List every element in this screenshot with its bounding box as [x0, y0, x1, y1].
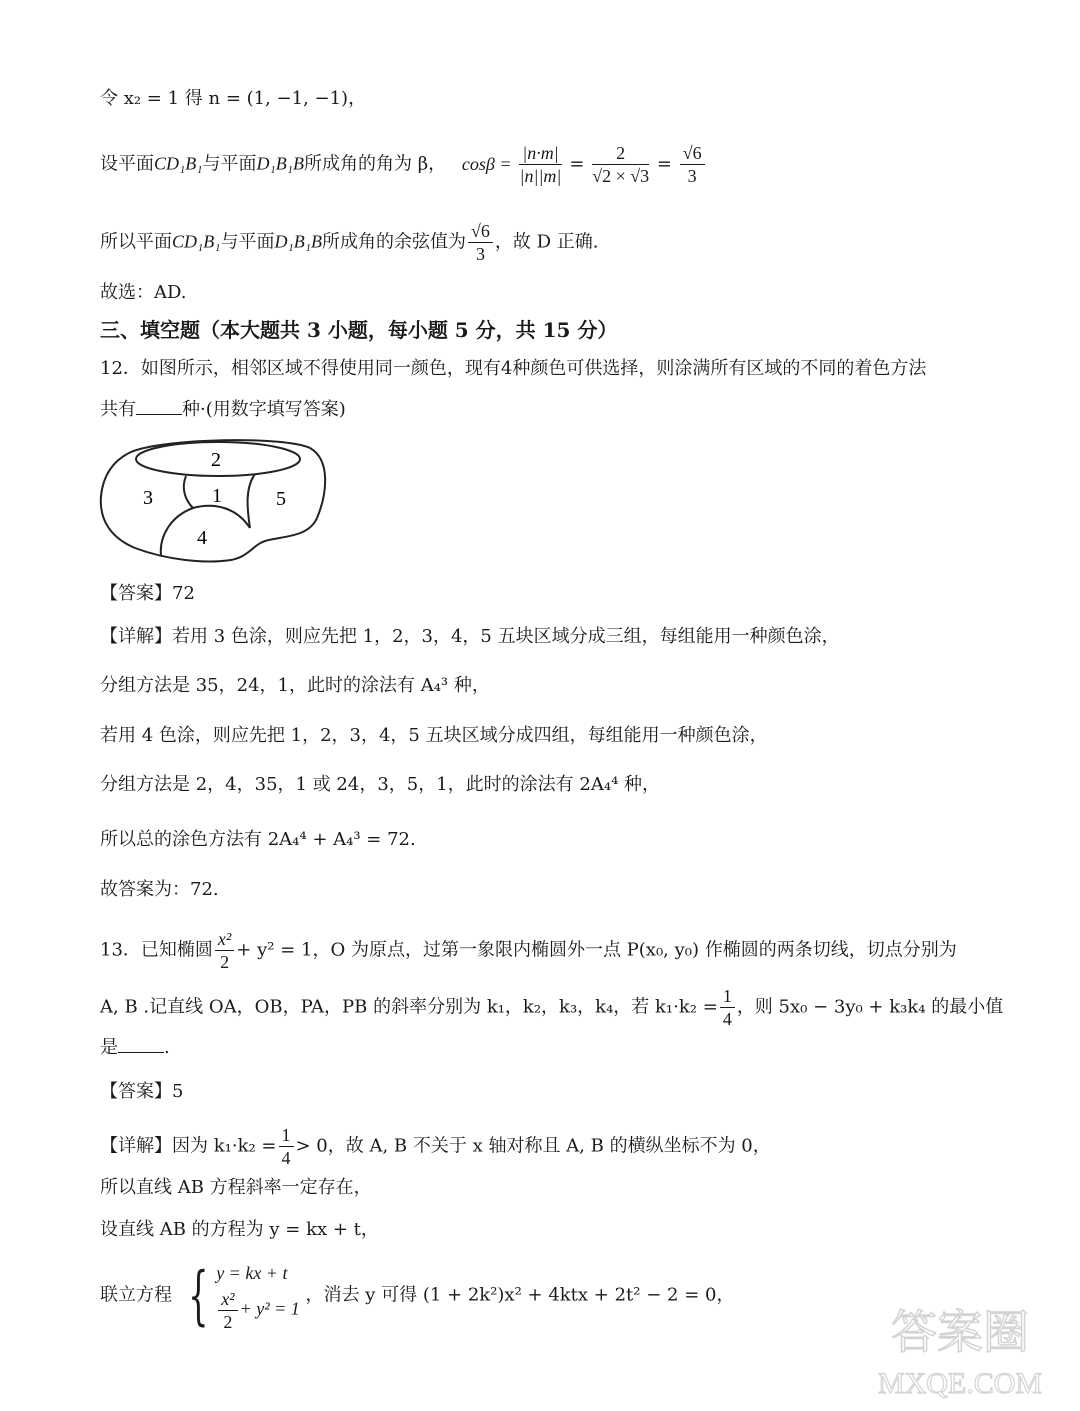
divider-3-1	[184, 476, 193, 508]
heading-text: 三、填空题（本大题共 3 小题，每小题 5 分，共 15 分）	[100, 318, 618, 342]
text: 分组方法是 2，4，35，1 或 24，3，5，1，此时的涂法有 2A₄⁴ 种，	[100, 774, 661, 795]
conclusion-line	[100, 220, 599, 265]
text: 是	[100, 1037, 118, 1058]
eq-line-normal-vector	[100, 87, 366, 111]
fraction	[468, 220, 493, 265]
text: ，则 5x₀ − 3y₀ + k₃k₄ 的最小值	[736, 996, 1004, 1018]
q12-detail-4	[100, 773, 660, 797]
answer-blank	[136, 400, 182, 415]
text: 种·(用数字填写答案)	[182, 399, 346, 420]
divider-1-5	[248, 474, 255, 528]
text: 与平面	[202, 153, 257, 175]
equals: =	[656, 153, 672, 175]
denominator: 3	[475, 244, 485, 264]
denominator: 3	[687, 166, 697, 186]
fraction	[592, 142, 649, 187]
text: A, B .记直线 OA，OB，PA，PB 的斜率分别为 k₁，k₂，k₃，k₄，若 k₁·k₂ =	[100, 996, 718, 1018]
q13-detail-3	[100, 1218, 379, 1242]
q12-detail-2	[100, 674, 490, 698]
numerator: 1	[279, 1124, 294, 1147]
text: 13．已知椭圆	[100, 939, 213, 961]
numerator: √6	[468, 220, 493, 243]
text: 共有	[100, 399, 136, 420]
text: ，消去 y 可得 (1 + 2k²)x² + 4ktx + 2t² − 2 = 0，	[305, 1284, 735, 1306]
q12-answer	[100, 582, 195, 606]
text: + y² = 1	[239, 1298, 300, 1319]
watermark-logo	[860, 1293, 1060, 1403]
numerator: |n·m|	[519, 142, 561, 165]
text: ，故 D 正确.	[494, 231, 599, 253]
region-label-3: 3	[143, 487, 153, 509]
fraction	[218, 1288, 237, 1333]
text: 【答案】72	[100, 583, 195, 604]
q12-detail-6	[100, 878, 219, 902]
plane-label: D₁B₁B	[256, 153, 305, 174]
text: 所成角的角为 β，	[304, 153, 447, 175]
q13-line3	[100, 1036, 170, 1060]
q13-line2	[100, 985, 1003, 1030]
numerator: x²	[215, 928, 234, 951]
numerator: 2	[592, 142, 649, 165]
text: + y² = 1，O 为原点，过第一象限内椭圆外一点 P(x₀, y₀) 作椭圆的两条切线，切点分别为	[236, 939, 957, 961]
text: 所以直线 AB 方程斜率一定存在，	[100, 1177, 372, 1198]
plane-label: CD₁B₁	[172, 231, 221, 252]
cos-label: cosβ =	[461, 153, 512, 174]
text: 设直线 AB 的方程为 y = kx + t，	[100, 1219, 379, 1240]
fraction	[215, 928, 234, 973]
fraction	[720, 985, 735, 1030]
watermark-logo-text: 答案圈	[891, 1307, 1029, 1358]
text: 【答案】5	[100, 1081, 184, 1102]
q12-line1	[100, 357, 926, 381]
numerator: x²	[218, 1288, 237, 1311]
eq-line-cos-beta	[100, 142, 707, 187]
text: 故答案为：72.	[100, 879, 219, 900]
system-eq-2	[216, 1288, 300, 1333]
denominator: √2 × √3	[592, 166, 650, 186]
region-map-figure	[95, 436, 335, 568]
text: 联立方程	[100, 1284, 172, 1306]
plane-label: D₁B₁B	[274, 231, 323, 252]
text: 【详解】因为 k₁·k₂ =	[100, 1135, 277, 1157]
numerator: √6	[680, 142, 705, 165]
q13-detail-4	[100, 1258, 734, 1333]
text: 所成角的余弦值为	[322, 231, 467, 253]
denominator: |n||m|	[519, 166, 562, 186]
q12-detail-5	[100, 828, 416, 852]
denominator: 2	[223, 1312, 233, 1332]
equation-system	[216, 1258, 300, 1333]
system-brace: {	[187, 1258, 209, 1333]
period: .	[164, 1037, 170, 1058]
region-label-2: 2	[211, 449, 221, 471]
q13-detail-1	[100, 1124, 771, 1169]
denominator: 2	[220, 952, 230, 972]
choice-line	[100, 281, 187, 305]
text: 若用 4 色涂，则应先把 1，2，3，4，5 五块区域分成四组，每组能用一种颜色涂，	[100, 725, 768, 746]
system-eq-1: y = kx + t	[216, 1263, 288, 1283]
text: 与平面	[220, 231, 275, 253]
text: 【详解】若用 3 色涂，则应先把 1，2，3，4，5 五块区域分成三组，每组能用一种颜色涂，	[100, 626, 840, 647]
section-heading	[100, 318, 617, 342]
region-label-4: 4	[197, 527, 207, 549]
text: 故选：AD.	[100, 282, 187, 303]
region-label-1: 1	[212, 485, 222, 507]
q12-detail-3	[100, 724, 768, 748]
q13-answer	[100, 1080, 183, 1104]
denominator: 4	[722, 1009, 732, 1029]
text: 分组方法是 35，24，1，此时的涂法有 A₄³ 种，	[100, 675, 490, 696]
equals: =	[569, 153, 585, 175]
fraction	[680, 142, 705, 187]
answer-blank	[118, 1038, 164, 1053]
fraction	[519, 142, 561, 187]
q12-detail-1	[100, 625, 840, 649]
watermark-site-text: MXQE.COM	[877, 1367, 1043, 1400]
denominator: 4	[281, 1148, 291, 1168]
text: 12．如图所示，相邻区域不得使用同一颜色，现有4种颜色可供选择，则涂满所有区域的不同的着色方法	[100, 358, 927, 379]
text: 设平面	[100, 153, 154, 175]
q12-line2	[100, 398, 346, 422]
region-label-5: 5	[276, 488, 286, 510]
text: > 0，故 A, B 不关于 x 轴对称且 A, B 的横纵坐标不为 0，	[295, 1135, 771, 1157]
text: 所以总的涂色方法有 2A₄⁴ + A₄³ = 72.	[100, 829, 416, 850]
numerator: 1	[720, 985, 735, 1008]
text: 所以平面	[100, 231, 172, 253]
plane-label: CD₁B₁	[154, 153, 203, 174]
q13-detail-2	[100, 1176, 372, 1200]
text: 令 x₂ = 1 得 n = (1, −1, −1)，	[100, 88, 367, 109]
fraction	[279, 1124, 294, 1169]
q13-line1	[100, 928, 957, 973]
